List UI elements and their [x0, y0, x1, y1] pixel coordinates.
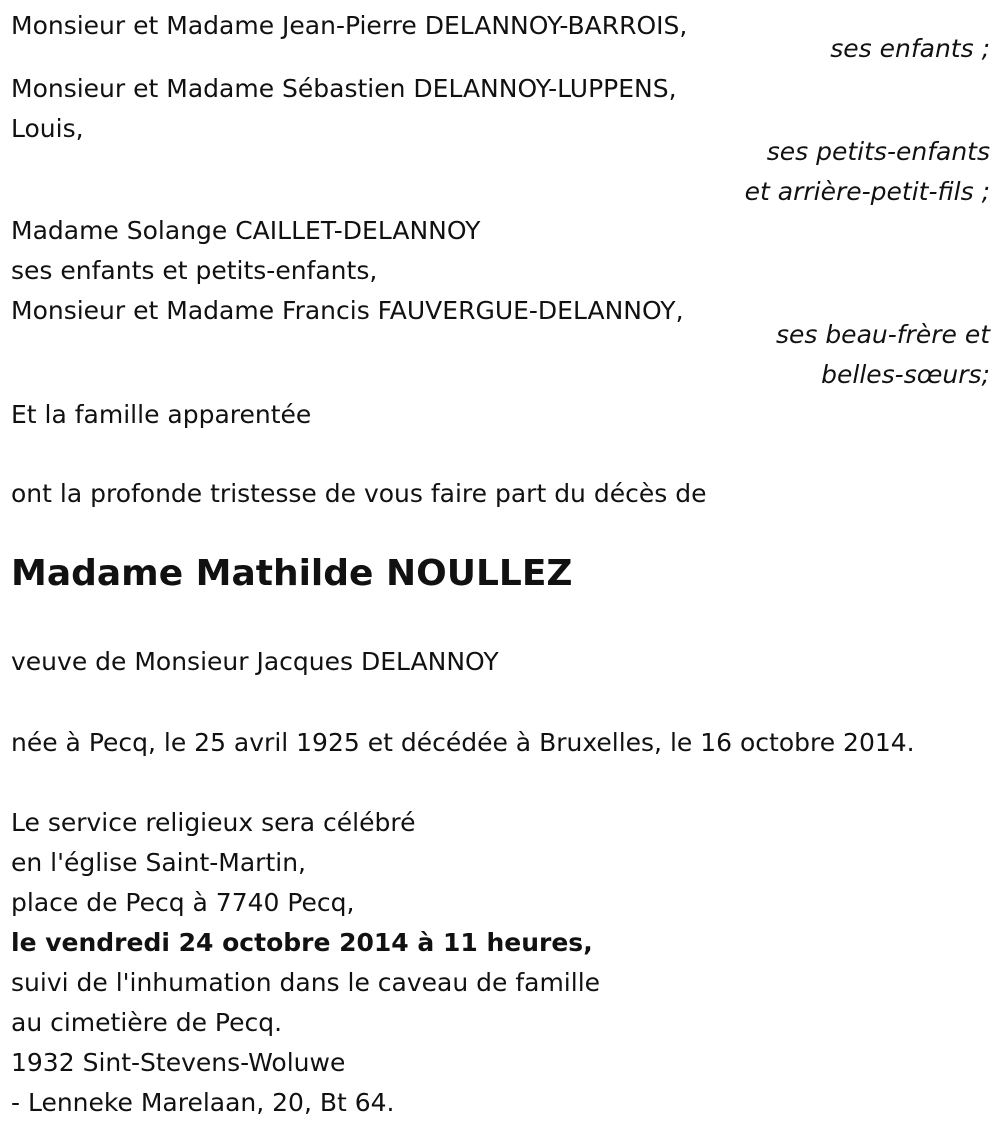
relation-great-grandson: et arrière-petit-fils ; — [744, 177, 990, 206]
family-line-3: Louis, — [11, 114, 84, 143]
family-line-5: ses enfants et petits-enfants, — [11, 256, 378, 285]
service-date-time: le vendredi 24 octobre 2014 à 11 heures, — [11, 928, 593, 957]
address-line-2: - Lenneke Marelaan, 20, Bt 64. — [11, 1088, 395, 1117]
relation-grandchildren: ses petits-enfants — [766, 137, 990, 166]
birth-death-dates: née à Pecq, le 25 avril 1925 et décédée à Bruxelles, le 16 octobre 2014. — [11, 728, 915, 757]
deceased-name: Madame Mathilde NOULLEZ — [11, 553, 573, 594]
widow-of: veuve de Monsieur Jacques DELANNOY — [11, 647, 499, 676]
relation-children: ses enfants ; — [830, 34, 990, 63]
address-line-1: 1932 Sint-Stevens-Woluwe — [11, 1048, 346, 1077]
family-line-4: Madame Solange CAILLET-DELANNOY — [11, 216, 481, 245]
family-line-6: Monsieur et Madame Francis FAUVERGUE-DELANNOY, — [11, 296, 684, 325]
relation-in-laws-1: ses beau-frère et — [775, 320, 990, 349]
service-line-2: en l'église Saint-Martin, — [11, 848, 306, 877]
announcement-text: ont la profonde tristesse de vous faire part du décès de — [11, 479, 707, 508]
family-line-2: Monsieur et Madame Sébastien DELANNOY-LUPPENS, — [11, 74, 677, 103]
service-line-1: Le service religieux sera célébré — [11, 808, 416, 837]
service-line-5: suivi de l'inhumation dans le caveau de famille — [11, 968, 601, 997]
family-line-1: Monsieur et Madame Jean-Pierre DELANNOY-BARROIS, — [11, 11, 688, 40]
service-line-3: place de Pecq à 7740 Pecq, — [11, 888, 355, 917]
family-line-7: Et la famille apparentée — [11, 400, 312, 429]
relation-in-laws-2: belles-sœurs; — [821, 360, 990, 389]
service-line-6: au cimetière de Pecq. — [11, 1008, 283, 1037]
